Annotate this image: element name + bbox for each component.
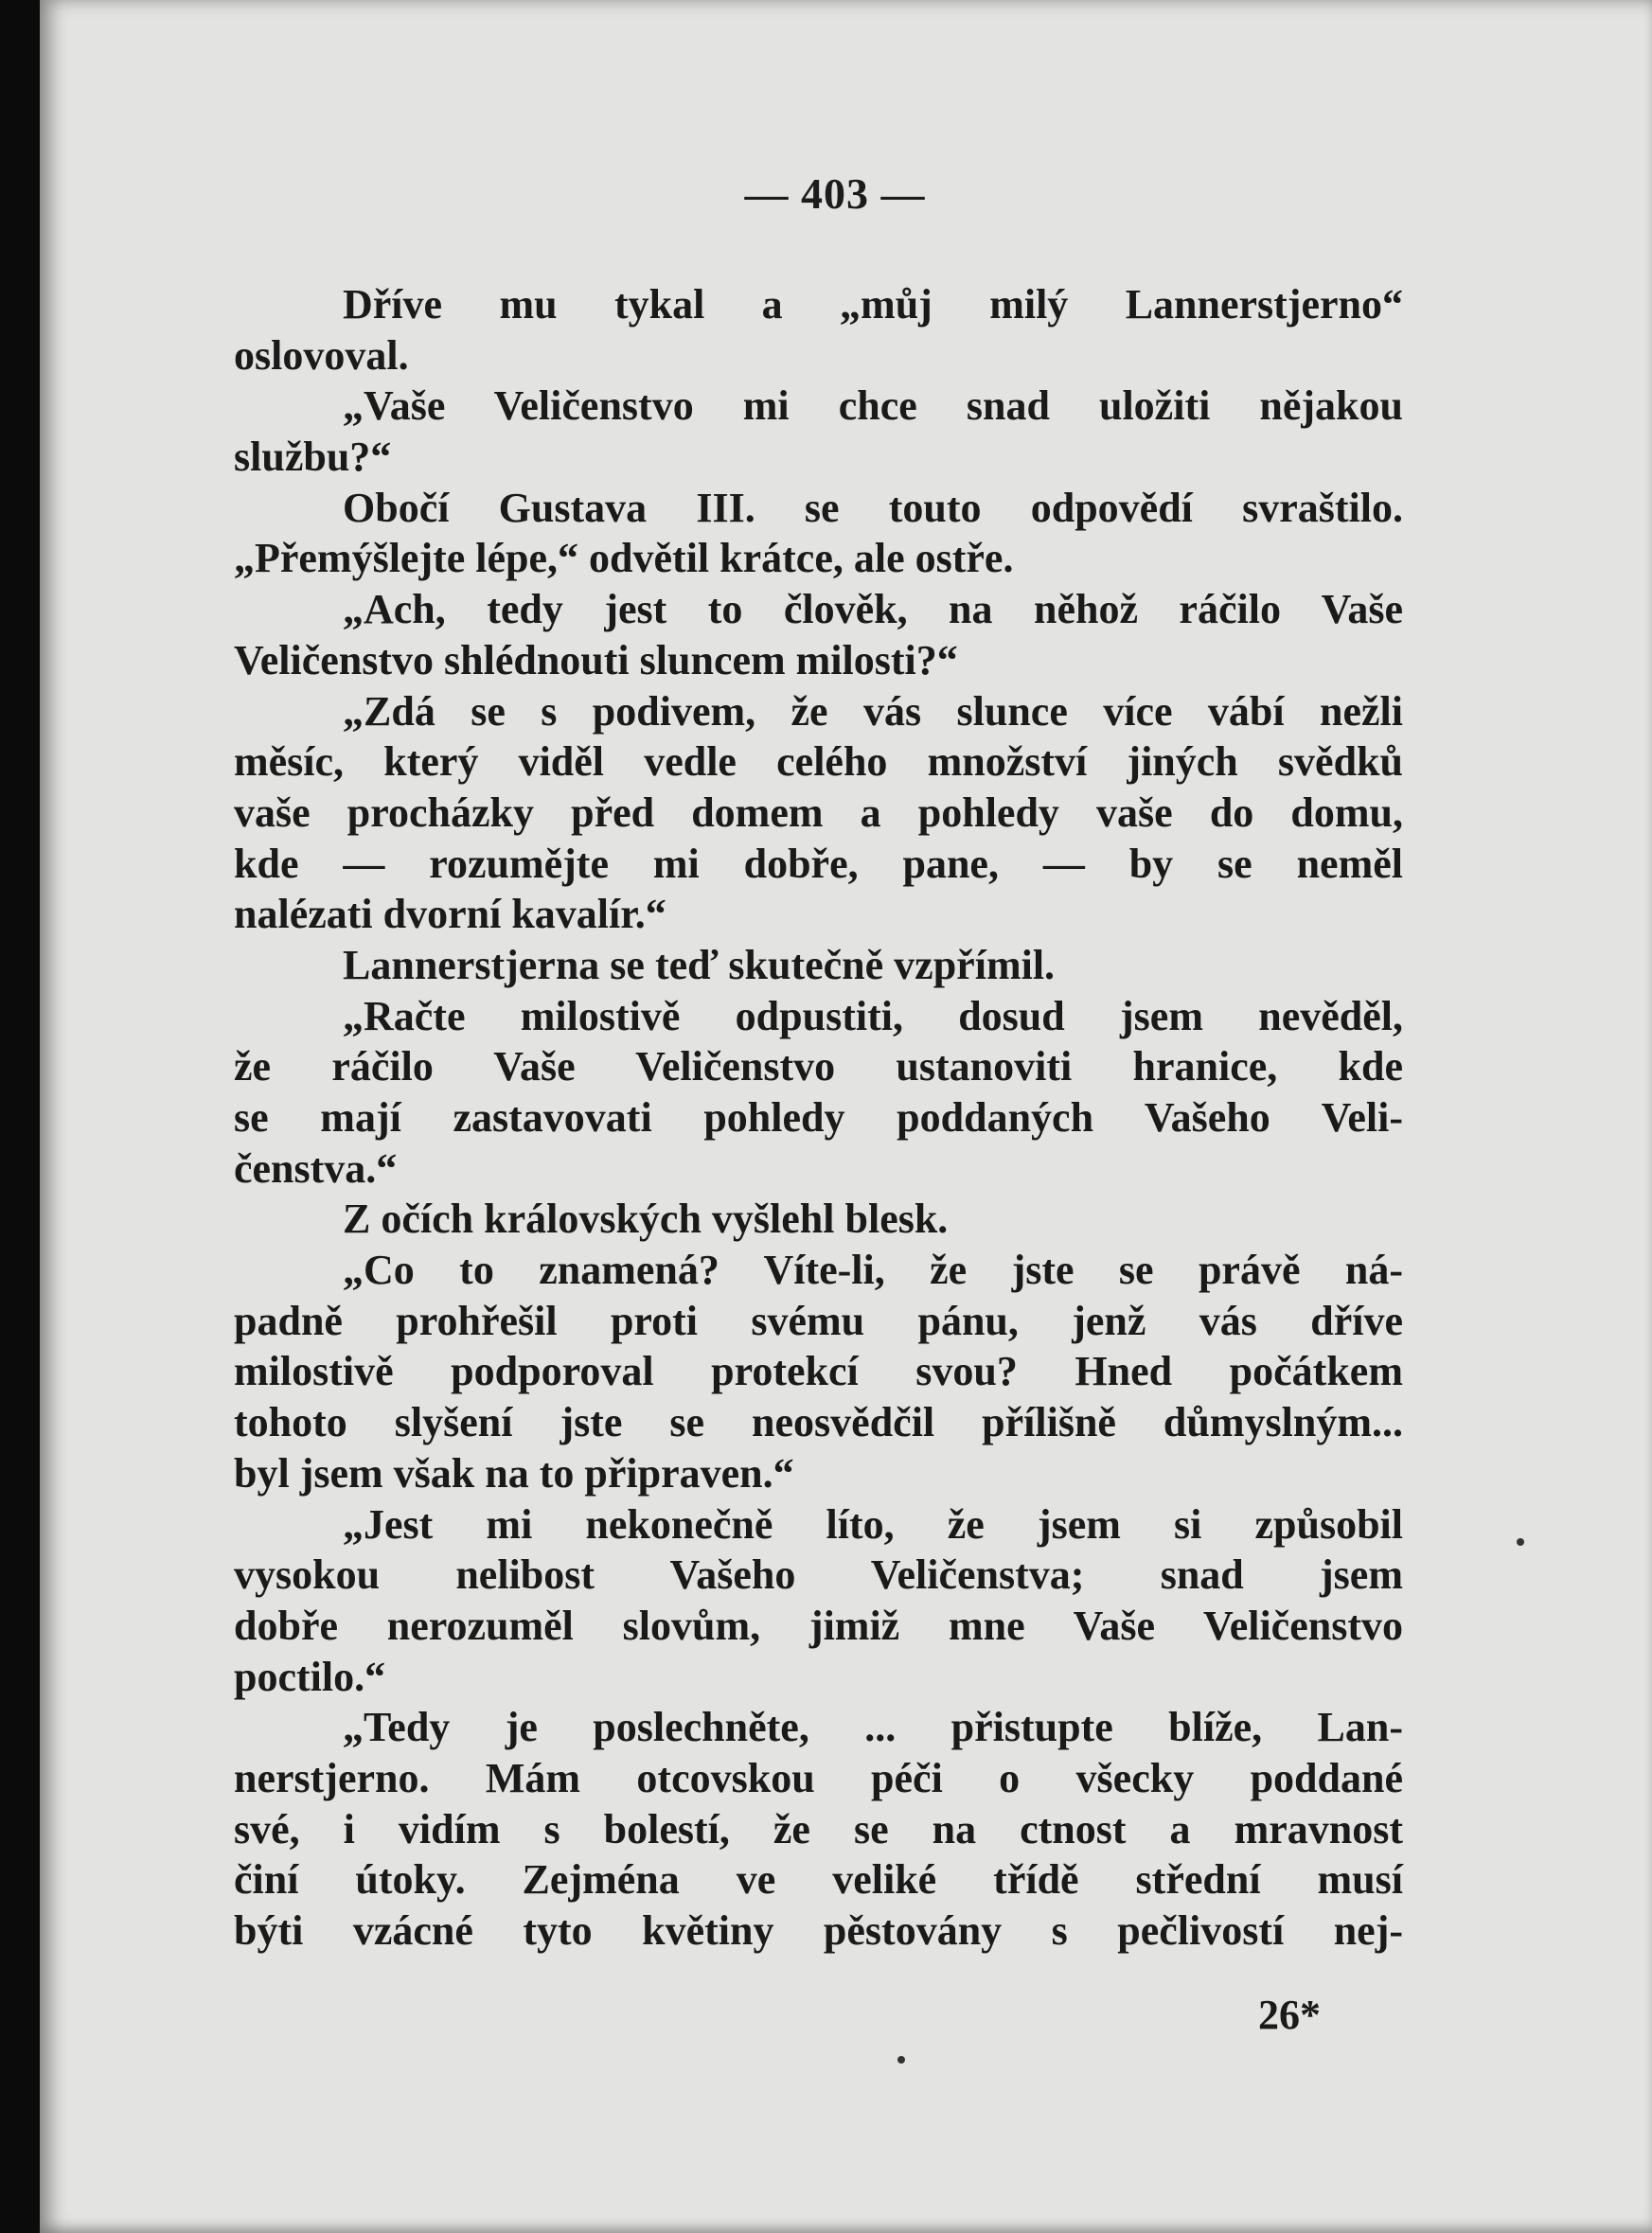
text-line: kde — rozumějte mi dobře, pane, — by se neměl (234, 840, 1403, 887)
text-line: padně prohřešil proti svému pánu, jenž vás dříve (234, 1297, 1403, 1344)
printer-signature-mark: 26* (1258, 1992, 1321, 2038)
text-line: „Zdá se s podivem, že vás slunce více vábí nežli (343, 687, 1403, 735)
text-line: se mají zastavovati pohledy poddaných Vašeho Veli- (234, 1094, 1403, 1141)
text-line: poctilo.“ (234, 1653, 386, 1700)
text-line: byl jsem však na to připraven.“ (234, 1449, 794, 1497)
page-number-header: — 403 — (744, 169, 926, 218)
text-line: Lannerstjerna se teď skutečně vzpřímil. (343, 941, 1056, 988)
text-line: měsíc, který viděl vedle celého množství jiných svědků (234, 738, 1403, 786)
text-line: své, i vidím s bolestí, že se na ctnost a mravnost (234, 1805, 1403, 1852)
text-line: že ráčilo Vaše Veličenstvo ustanoviti hranice, kde (234, 1043, 1403, 1090)
text-line: „Ach, tedy jest to člověk, na něhož ráčilo Vaše (343, 586, 1403, 633)
text-line: „Co to znamená? Víte-li, že jste se právě ná- (343, 1247, 1403, 1294)
text-line: čenstva.“ (234, 1144, 398, 1192)
text-line: „Vaše Veličenstvo mi chce snad uložiti nějakou (343, 382, 1403, 430)
print-speck (897, 2056, 905, 2064)
text-line: vaše procházky před domem a pohledy vaše do domu, (234, 789, 1403, 836)
text-line: oslovoval. (234, 331, 409, 379)
body-text (234, 279, 1403, 1957)
text-line: Veličenstvo shlédnouti sluncem milosti?“ (234, 636, 958, 683)
text-line: nalézati dvorní kavalír.“ (234, 891, 666, 938)
text-line: „Račte milostivě odpustiti, dosud jsem nevěděl, (343, 992, 1403, 1039)
text-line: „Tedy je poslechněte, ... přistupte blíže, Lan- (343, 1704, 1403, 1751)
text-line: činí útoky. Zejména ve veliké třídě střední musí (234, 1856, 1403, 1904)
text-line: Obočí Gustava III. se touto odpovědí svraštilo. (343, 484, 1403, 531)
text-line: dobře nerozuměl slovům, jimiž mne Vaše Veličenstvo (234, 1602, 1403, 1649)
text-line: býti vzácné tyto květiny pěstovány s pečlivostí nej- (234, 1907, 1403, 1954)
text-line: „Přemýšlejte lépe,“ odvětil krátce, ale ostře. (234, 535, 1014, 582)
text-line: Dříve mu tykal a „můj milý Lannerstjerno“ (343, 281, 1403, 328)
text-line: službu?“ (234, 434, 392, 481)
text-line: Z očích královských vyšlehl blesk. (343, 1196, 949, 1243)
text-line: nerstjerno. Mám otcovskou péči o všecky poddané (234, 1754, 1403, 1801)
book-page (40, 0, 1652, 2233)
book-spine-shadow (0, 0, 40, 2233)
text-line: milostivě podporoval protekcí svou? Hned počátkem (234, 1348, 1403, 1395)
text-line: „Jest mi nekonečně líto, že jsem si způsobil (343, 1500, 1403, 1548)
text-line: vysokou nelibost Vašeho Veličenstva; snad jsem (234, 1551, 1403, 1599)
text-line: tohoto slyšení jste se neosvědčil přílišně důmyslným... (234, 1399, 1403, 1446)
print-speck (1517, 1538, 1524, 1546)
